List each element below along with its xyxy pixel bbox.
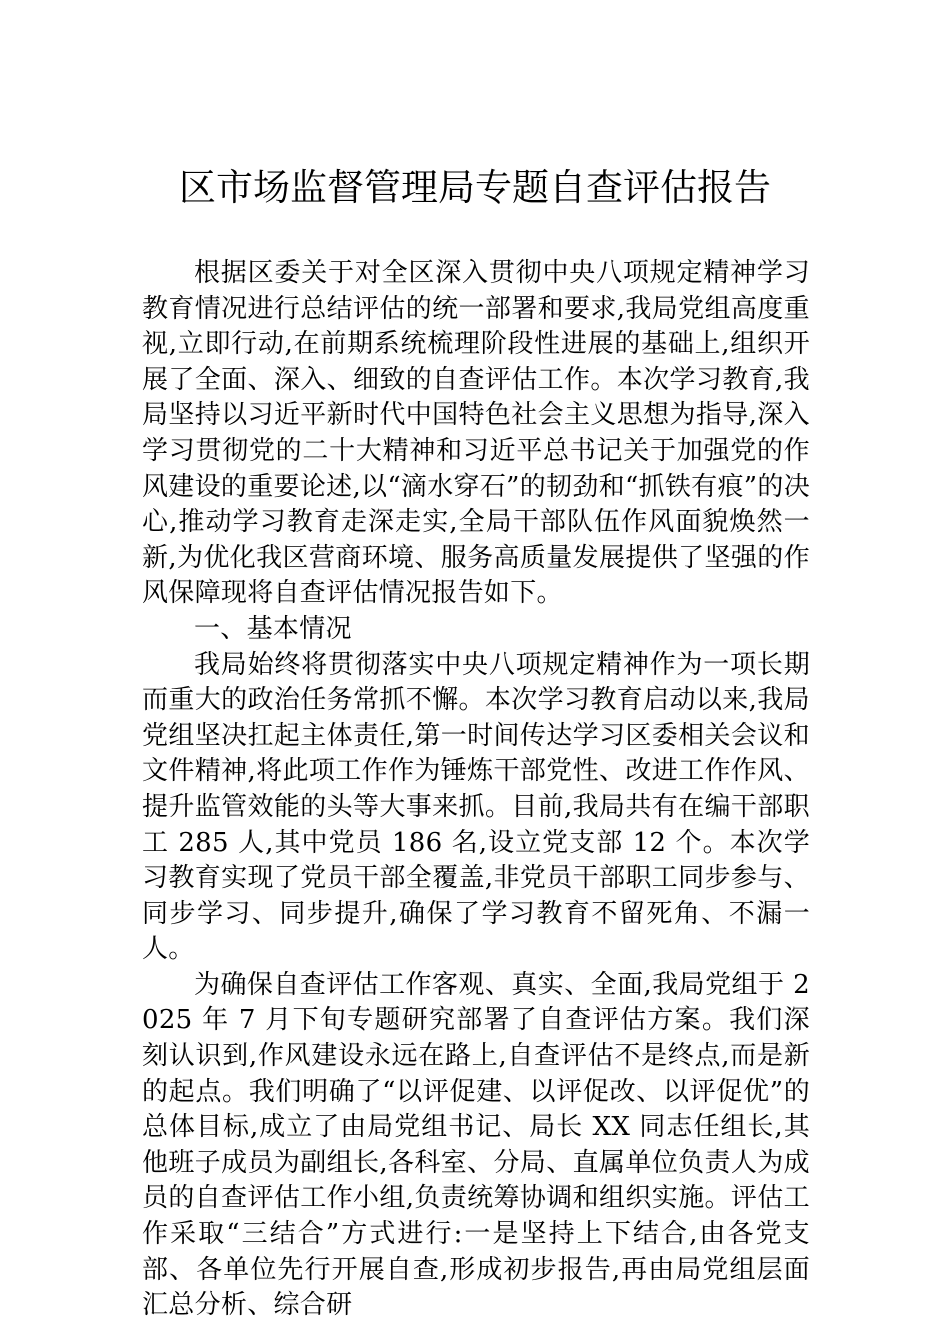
section-heading-basic-situation: 一、基本情况 [194, 613, 352, 644]
paragraph-basic-situation: 我局始终将贯彻落实中央八项规定精神作为一项长期而重大的政治任务常抓不懈。本次学习教育启动以来,我局党组坚决扛起主体责任,第一时间传达学习区委相关会议和文件精神,将此项工作作为锤炼干部党性、改进工作作风、提升监管效能的头等大事来抓。目前,我局共有在编干部职工 285 人,其中党员 186 名,设立党支部 12 个。本次学习教育实现了党员干部全覆盖,非党员干部职工同步参与、同步学习、同步提升,确保了学习教育不留死角、不漏一人。 [142, 649, 810, 965]
paragraph-intro: 根据区委关于对全区深入贯彻中央八项规定精神学习教育情况进行总结评估的统一部署和要求,我局党组高度重视,立即行动,在前期系统梳理阶段性进展的基础上,组织开展了全面、深入、细致的自查评估工作。本次学习教育,我局坚持以习近平新时代中国特色社会主义思想为指导,深入学习贯彻党的二十大精神和习近平总书记关于加强党的作风建设的重要论述,以“滴水穿石”的韧劲和“抓铁有痕”的决心,推动学习教育走深走实,全局干部队伍作风面貌焕然一新,为优化我区营商环境、服务高质量发展提供了坚强的作风保障现将自查评估情况报告如下。 [142, 258, 810, 609]
document-body [142, 256, 810, 1324]
paragraph-assessment-plan: 为确保自查评估工作客观、真实、全面,我局党组于 2025 年 7 月下旬专题研究部署了自查评估方案。我们深刻认识到,作风建设永远在路上,自查评估不是终点,而是新的起点。我们明确了“以评促建、以评促改、以评促优”的总体目标,成立了由局党组书记、局长 XX 同志任组长,其他班子成员为副组长,各科室、分局、直属单位负责人为成员的自查评估工作小组,负责统筹协调和组织实施。评估工作采取“三结合”方式进行:一是坚持上下结合,由各党支部、各单位先行开展自查,形成初步报告,再由局党组层面汇总分析、综合研 [142, 969, 810, 1321]
document-title: 区市场监督管理局专题自查评估报告 [179, 166, 771, 209]
